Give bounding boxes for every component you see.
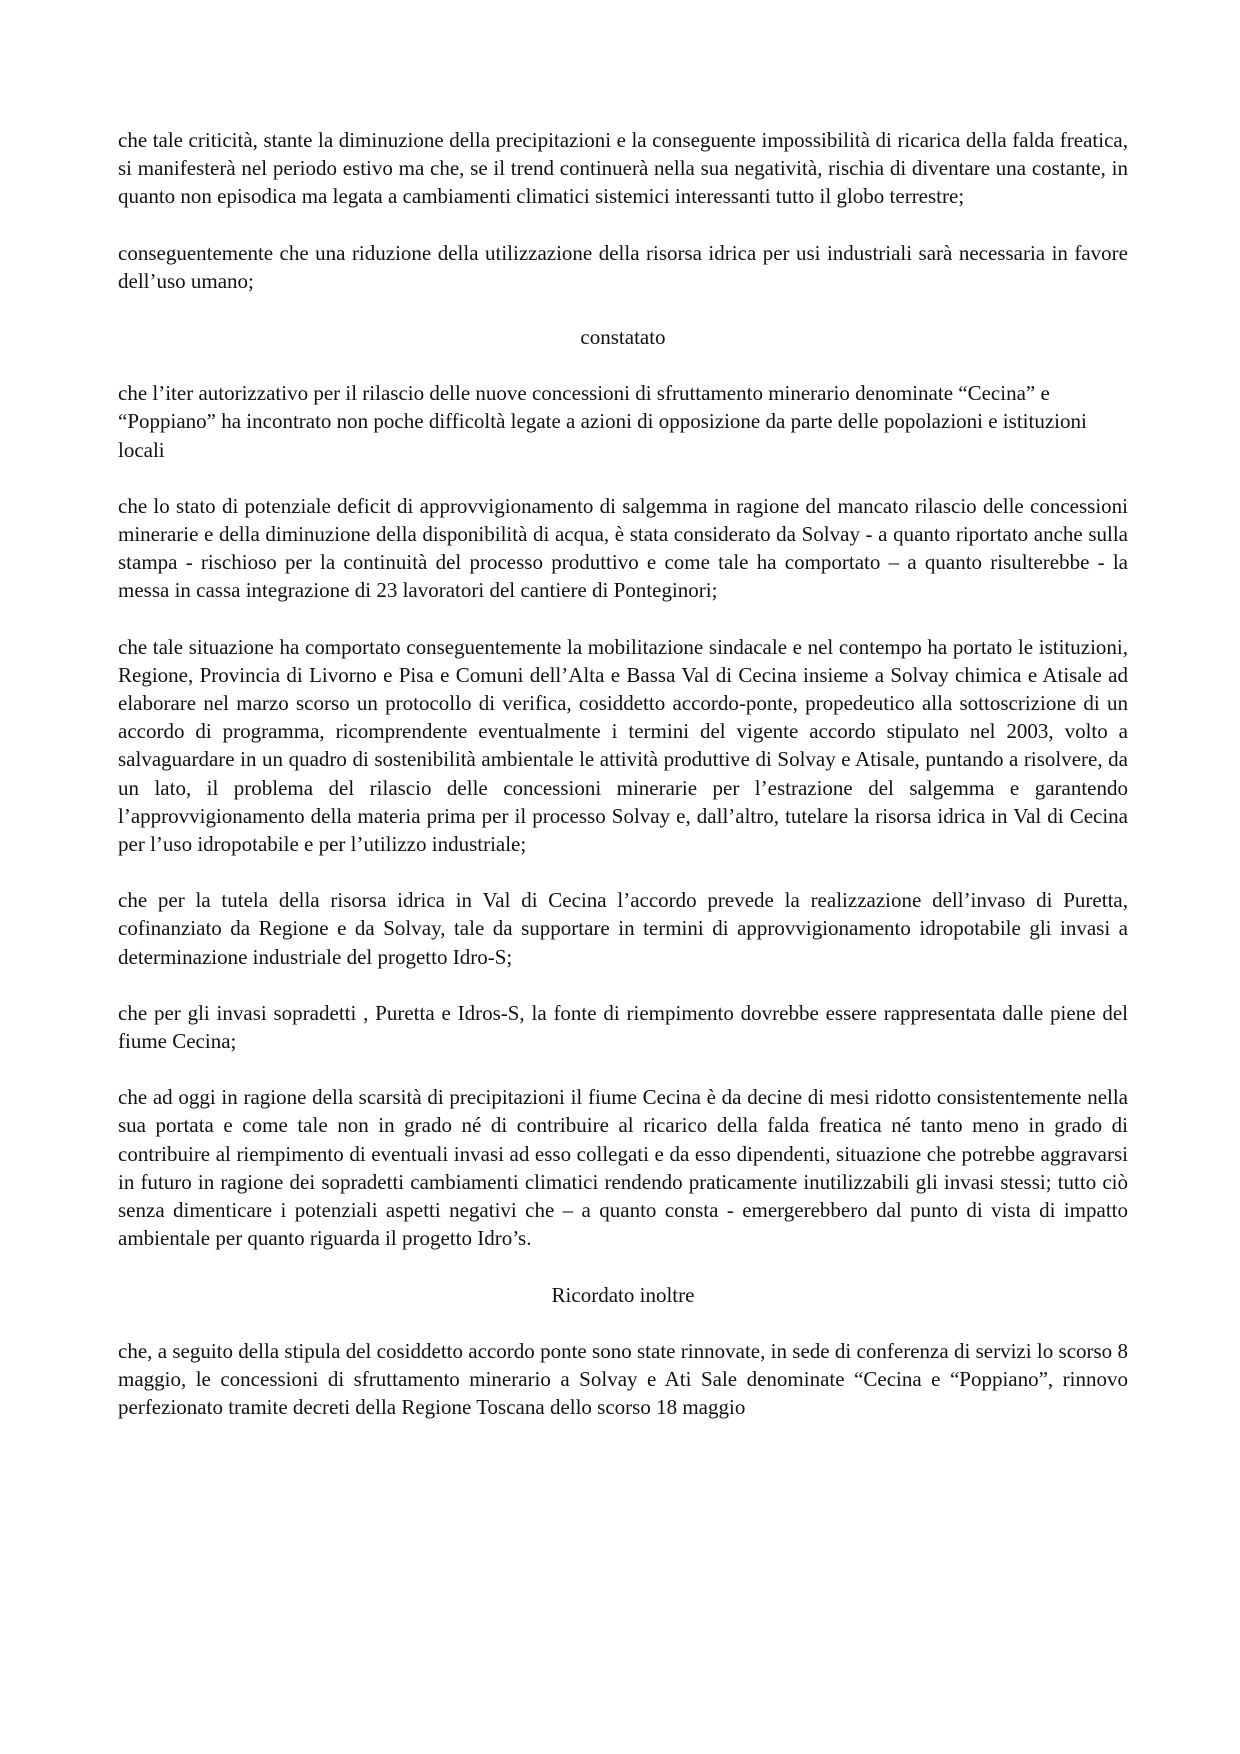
paragraph-iter-autorizzativo: che l’iter autorizzativo per il rilascio delle nuove concessioni di sfruttamento minerario denominate “Cecina” e “Poppiano” ha incontrato non poche difficoltà legate a azioni di opposizione da parte delle popolazioni e istituzioni locali bbox=[118, 381, 1087, 462]
paragraph-fonte-riempimento: che per gli invasi sopradetti , Puretta e Idros-S, la fonte di riempimento dovrebbe essere rappresentata dalle piene del fiume Cecina; bbox=[118, 1000, 1128, 1054]
section-heading-ricordato-inoltre: Ricordato inoltre bbox=[551, 1282, 695, 1307]
section-heading-constatato: constatato bbox=[580, 325, 666, 350]
paragraph-falda-criticita: che tale criticità, stante la diminuzione della precipitazioni e la conseguente impossibilità di ricarica della falda freatica, si manifesterà nel periodo estivo ma che, se il trend continuerà nella sua negatività, rischia di diventare una costante, in quanto non episodica ma legata a cambiamenti climatici sistemici interessanti tutto il globo terrestre; bbox=[118, 128, 1128, 209]
paragraph-riduzione-risorsa-idrica: conseguentemente che una riduzione della utilizzazione della risorsa idrica per usi industriali sarà necessaria in favore dell’uso umano; bbox=[118, 240, 1128, 293]
paragraph-accordo-ponte: che, a seguito della stipula del cosiddetto accordo ponte sono state rinnovate, in sede di conferenza di servizi lo scorso 8 maggio, le concessioni di sfruttamento minerario a Solvay e Ati Sale denominate “Cecina e “Poppiano”, rinnovo perfezionato tramite decreti della Regione Toscana dello scorso 18 maggio bbox=[118, 1338, 1128, 1420]
document-page bbox=[118, 126, 1128, 1449]
paragraph-invaso-puretta: che per la tutela della risorsa idrica in Val di Cecina l’accordo prevede la realizzazione dell’invaso di Puretta, cofinanziato da Regione e da Solvay, tale da supportare in termini di approvvigionamento idropotabile gli invasi a determinazione industriale del progetto Idro-S; bbox=[118, 888, 1128, 969]
paragraph-mobilitazione-sindacale: che tale situazione ha comportato conseguentemente la mobilitazione sindacale e nel contempo ha portato le istituzioni, Regione, Provincia di Livorno e Pisa e Comuni dell’Alta e Bassa Val di Cecina insieme a Solvay chimica e Atisale ad elaborare nel marzo scorso un protocollo di verifica, cosiddetto accordo-ponte, propedeutico alla sottoscrizione di un accordo di programma, ricomprendente eventualmente i termini del vigente accordo stipulato nel 2003, volto a salvaguardare in un quadro di sostenibilità ambientale le attività produttive di Solvay e Atisale, puntando a risolvere, da un lato, il problema del rilascio delle concessioni minerarie per l’estrazione del salgemma e garantendo l’approvvigionamento della materia prima per il processo Solvay e, dall’altro, tutelare la risorsa idrica in Val di Cecina per l’uso idropotabile e per l’utilizzo industriale; bbox=[118, 634, 1128, 857]
paragraph-deficit-salgemma: che lo stato di potenziale deficit di approvvigionamento di salgemma in ragione del mancato rilascio delle concessioni minerarie e della diminuzione della disponibilità di acqua, è stata considerato da Solvay - a quanto riportato anche sulla stampa - rischioso per la continuità del processo produttivo e come tale ha comportato – a quanto risulterebbe - la messa in cassa integrazione di 23 lavoratori del cantiere di Ponteginori; bbox=[118, 493, 1128, 603]
paragraph-fiume-cecina: che ad oggi in ragione della scarsità di precipitazioni il fiume Cecina è da decine di mesi ridotto consistentemente nella sua portata e come tale non in grado né di contribuire al ricarico della falda freatica né tanto meno in grado di contribuire al riempimento di eventuali invasi ad esso collegati e da esso dipendenti, situazione che potrebbe aggravarsi in futuro in ragione dei sopradetti cambiamenti climatici rendendo praticamente inutilizzabili gli invasi stessi; tutto ciò senza dimenticare i potenziali aspetti negativi che – a quanto consta - emergerebbero dal punto di vista di impatto ambientale per quanto riguarda il progetto Idro’s. bbox=[118, 1085, 1128, 1251]
